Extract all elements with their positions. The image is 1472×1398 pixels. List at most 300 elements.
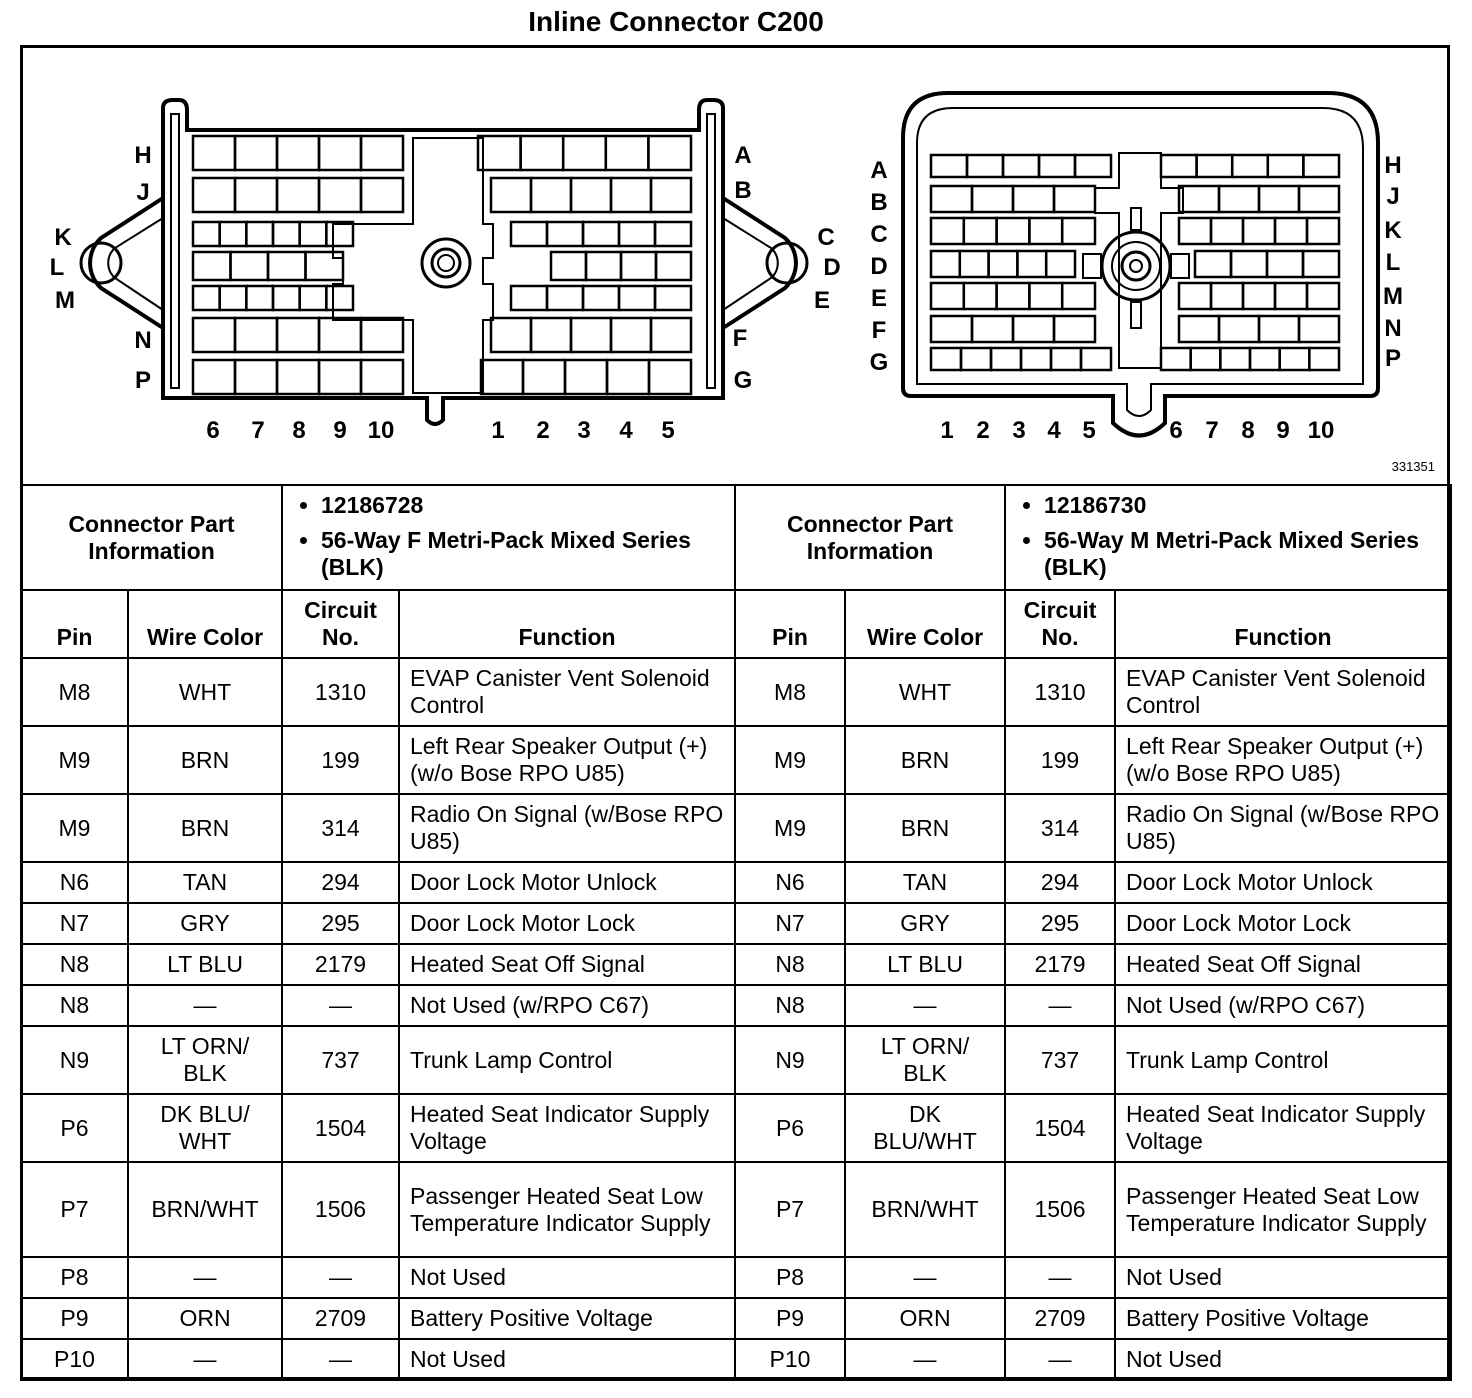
- cavity: [619, 286, 655, 310]
- cavity: [326, 222, 353, 246]
- right-conn-row-label: D: [870, 253, 888, 280]
- cavity: [651, 178, 691, 212]
- cavity: [491, 178, 531, 212]
- cavity: [1051, 348, 1081, 370]
- cavity: [611, 178, 651, 212]
- cavity: [1062, 218, 1095, 244]
- cavity: [1219, 316, 1259, 342]
- header-wire-color-right: Wire Color: [845, 590, 1005, 658]
- cavity: [1280, 348, 1310, 370]
- cavity: [1303, 155, 1339, 177]
- cavity: [997, 283, 1030, 309]
- function-cell: Trunk Lamp Control: [1115, 1026, 1451, 1094]
- function-cell: Not Used (w/RPO C67): [1115, 985, 1451, 1026]
- cavity: [621, 252, 656, 280]
- pin-cell: P10: [21, 1339, 128, 1380]
- cavity: [235, 136, 277, 170]
- left-conn-row-label: H: [134, 142, 152, 169]
- circuit-cell: 2709: [282, 1298, 399, 1339]
- cavity: [583, 286, 619, 310]
- cavity: [1309, 348, 1339, 370]
- left-conn-col-label: 7: [251, 417, 265, 444]
- cavity: [931, 316, 972, 342]
- cavity: [531, 318, 571, 352]
- pin-cell: N7: [735, 903, 845, 944]
- cavity: [193, 252, 231, 280]
- circuit-cell: 1506: [282, 1162, 399, 1257]
- pin-cell: N8: [735, 944, 845, 985]
- circuit-cell: 199: [1005, 726, 1115, 794]
- cavity: [551, 252, 586, 280]
- cavity: [931, 155, 967, 177]
- cavity: [1029, 283, 1062, 309]
- table-row: [21, 794, 1451, 862]
- right-conn-row-label: H: [1384, 152, 1402, 179]
- left-conn-col-label: 1: [491, 417, 505, 444]
- pin-cell: M9: [735, 726, 845, 794]
- pin-cell: N8: [21, 985, 128, 1026]
- header-pin-left: Pin: [21, 590, 128, 658]
- cavity: [1161, 155, 1197, 177]
- function-cell: Not Used: [1115, 1339, 1451, 1380]
- pin-cell: M8: [735, 658, 845, 726]
- cavity: [1267, 251, 1303, 277]
- cavity: [1195, 251, 1231, 277]
- pin-cell: N8: [21, 944, 128, 985]
- pin-cell: M9: [21, 794, 128, 862]
- pin-cell: P8: [735, 1257, 845, 1298]
- cavity: [1299, 186, 1339, 212]
- left-connector-face: [81, 100, 807, 424]
- cavity: [991, 348, 1021, 370]
- cavity: [1211, 218, 1243, 244]
- cavity: [931, 186, 972, 212]
- table-row: [21, 1162, 1451, 1257]
- cavity: [319, 178, 361, 212]
- right-conn-row-label: J: [1386, 183, 1400, 210]
- right-conn-col-label: 9: [1276, 417, 1290, 444]
- table-row: [21, 658, 1451, 726]
- circuit-cell: 737: [1005, 1026, 1115, 1094]
- cavity: [1075, 155, 1111, 177]
- header-pin-right: Pin: [735, 590, 845, 658]
- cavity: [478, 136, 521, 170]
- wire-color-cell: TAN: [128, 862, 282, 903]
- right-conn-row-label: E: [870, 285, 888, 312]
- right-info-values: [1005, 485, 1451, 590]
- left-conn-row-label: L: [49, 254, 65, 281]
- cavity: [1243, 283, 1275, 309]
- wire-color-cell: —: [128, 985, 282, 1026]
- right-part-description: • 56-Way M Metri-Pack Mixed Series (BLK): [1044, 527, 1440, 581]
- function-cell: Door Lock Motor Lock: [1115, 903, 1451, 944]
- cavity: [235, 178, 277, 212]
- cavity: [1220, 348, 1250, 370]
- cavity: [1219, 186, 1259, 212]
- cavity: [967, 155, 1003, 177]
- cavity: [511, 222, 547, 246]
- left-conn-row-label: B: [734, 177, 752, 204]
- cavity: [619, 222, 655, 246]
- wire-color-cell: —: [128, 1339, 282, 1380]
- header-wire-color-left: Wire Color: [128, 590, 282, 658]
- right-conn-row-label: N: [1384, 315, 1402, 342]
- cavity: [319, 318, 361, 352]
- function-cell: Battery Positive Voltage: [399, 1298, 735, 1339]
- cavity: [511, 286, 547, 310]
- wire-color-cell: GRY: [128, 903, 282, 944]
- pin-cell: P6: [21, 1094, 128, 1162]
- pin-cell: N6: [735, 862, 845, 903]
- circuit-cell: 199: [282, 726, 399, 794]
- table-row: [21, 1257, 1451, 1298]
- left-conn-row-label: G: [733, 367, 753, 394]
- cavity: [273, 286, 300, 310]
- wire-color-cell: ORN: [845, 1298, 1005, 1339]
- cavity: [326, 286, 353, 310]
- cavity: [277, 178, 319, 212]
- cavity: [1259, 186, 1299, 212]
- circuit-cell: 1506: [1005, 1162, 1115, 1257]
- cavity: [607, 360, 649, 394]
- pin-cell: N6: [21, 862, 128, 903]
- function-cell: Heated Seat Indicator Supply Voltage: [399, 1094, 735, 1162]
- cavity: [961, 348, 991, 370]
- cavity: [1211, 283, 1243, 309]
- circuit-cell: —: [282, 985, 399, 1026]
- cavity: [1029, 218, 1062, 244]
- pinout-table: [20, 484, 1452, 1381]
- cavity: [277, 318, 319, 352]
- cavity: [989, 251, 1018, 277]
- cavity: [1046, 251, 1075, 277]
- circuit-cell: 1310: [1005, 658, 1115, 726]
- wire-color-cell: GRY: [845, 903, 1005, 944]
- right-conn-col-label: 4: [1047, 417, 1061, 444]
- table-row: [21, 1339, 1451, 1380]
- right-conn-col-label: 8: [1241, 417, 1255, 444]
- left-conn-col-label: 4: [619, 417, 633, 444]
- cavity: [220, 286, 247, 310]
- cavity: [1179, 283, 1211, 309]
- cavity: [319, 360, 361, 394]
- cavity: [1307, 283, 1339, 309]
- table-row: [21, 1094, 1451, 1162]
- left-info-values: [282, 485, 735, 590]
- function-cell: Heated Seat Off Signal: [399, 944, 735, 985]
- cavity: [1062, 283, 1095, 309]
- function-cell: EVAP Canister Vent Solenoid Control: [1115, 658, 1451, 726]
- circuit-cell: —: [1005, 1257, 1115, 1298]
- right-conn-col-label: 2: [976, 417, 990, 444]
- cavity: [1021, 348, 1051, 370]
- right-conn-col-label: 3: [1012, 417, 1026, 444]
- cavity: [481, 360, 523, 394]
- cavity: [931, 218, 964, 244]
- cavity: [1039, 155, 1075, 177]
- table-row: [21, 726, 1451, 794]
- cavity: [1268, 155, 1304, 177]
- cavity: [273, 222, 300, 246]
- cavity: [655, 222, 691, 246]
- left-conn-row-label: E: [813, 287, 831, 314]
- cavity: [1275, 218, 1307, 244]
- wire-color-cell: BRN: [128, 726, 282, 794]
- cavity: [563, 136, 606, 170]
- column-header-row: [21, 590, 1451, 658]
- pin-cell: P7: [735, 1162, 845, 1257]
- cavity: [235, 318, 277, 352]
- right-conn-col-label: 7: [1205, 417, 1219, 444]
- right-conn-row-label: A: [870, 157, 888, 184]
- left-part-number: • 12186728: [321, 492, 724, 519]
- wire-color-cell: LT ORN/ BLK: [128, 1026, 282, 1094]
- table-row: [21, 985, 1451, 1026]
- cavity: [193, 222, 220, 246]
- function-cell: EVAP Canister Vent Solenoid Control: [399, 658, 735, 726]
- function-cell: Radio On Signal (w/Bose RPO U85): [1115, 794, 1451, 862]
- cavity: [649, 360, 691, 394]
- function-cell: Passenger Heated Seat Low Temperature Indicator Supply: [1115, 1162, 1451, 1257]
- cavity: [1250, 348, 1280, 370]
- cavity: [361, 136, 403, 170]
- header-function-left: Function: [399, 590, 735, 658]
- left-conn-col-label: 10: [367, 417, 395, 444]
- left-conn-col-label: 3: [577, 417, 591, 444]
- function-cell: Not Used (w/RPO C67): [399, 985, 735, 1026]
- wire-color-cell: WHT: [845, 658, 1005, 726]
- cavity: [1179, 218, 1211, 244]
- function-cell: Left Rear Speaker Output (+) (w/o Bose RPO U85): [1115, 726, 1451, 794]
- cavity: [491, 318, 531, 352]
- right-info-header: Connector Part Information: [735, 485, 1005, 590]
- left-conn-col-label: 2: [536, 417, 550, 444]
- wire-color-cell: —: [845, 985, 1005, 1026]
- cavity: [361, 360, 403, 394]
- cavity: [1232, 155, 1268, 177]
- cavity: [1243, 218, 1275, 244]
- function-cell: Passenger Heated Seat Low Temperature Indicator Supply: [399, 1162, 735, 1257]
- cavity: [1179, 316, 1219, 342]
- wire-color-cell: WHT: [128, 658, 282, 726]
- left-conn-col-label: 9: [333, 417, 347, 444]
- cavity: [220, 222, 247, 246]
- cavity: [547, 222, 583, 246]
- right-conn-row-label: F: [871, 317, 887, 344]
- circuit-cell: 314: [282, 794, 399, 862]
- cavity: [997, 218, 1030, 244]
- right-conn-row-label: C: [870, 221, 888, 248]
- right-conn-col-label: 5: [1082, 417, 1096, 444]
- circuit-cell: —: [1005, 985, 1115, 1026]
- cavity: [1191, 348, 1221, 370]
- circuit-cell: 294: [1005, 862, 1115, 903]
- cavity: [547, 286, 583, 310]
- wire-color-cell: BRN/WHT: [845, 1162, 1005, 1257]
- pin-cell: P9: [735, 1298, 845, 1339]
- left-conn-row-label: P: [134, 367, 152, 394]
- left-conn-row-label: N: [134, 327, 152, 354]
- wire-color-cell: ORN: [128, 1298, 282, 1339]
- pin-cell: N9: [735, 1026, 845, 1094]
- cavity: [193, 286, 220, 310]
- cavity: [523, 360, 565, 394]
- wire-color-cell: BRN: [845, 794, 1005, 862]
- function-cell: Not Used: [1115, 1257, 1451, 1298]
- right-connector-cavities: [931, 155, 1339, 370]
- pin-cell: M9: [735, 794, 845, 862]
- pin-cell: P6: [735, 1094, 845, 1162]
- cavity: [246, 222, 273, 246]
- pin-cell: M9: [21, 726, 128, 794]
- function-cell: Heated Seat Indicator Supply Voltage: [1115, 1094, 1451, 1162]
- cavity: [531, 178, 571, 212]
- left-connector-cavities: [193, 136, 691, 394]
- cavity: [565, 360, 607, 394]
- circuit-cell: —: [282, 1339, 399, 1380]
- cavity: [231, 252, 269, 280]
- cavity: [235, 360, 277, 394]
- function-cell: Radio On Signal (w/Bose RPO U85): [399, 794, 735, 862]
- right-conn-row-label: M: [1383, 283, 1403, 310]
- function-cell: Door Lock Motor Unlock: [1115, 862, 1451, 903]
- cavity: [521, 136, 564, 170]
- header-circuit-right: Circuit No.: [1005, 590, 1115, 658]
- cavity: [583, 222, 619, 246]
- cavity: [306, 252, 344, 280]
- right-connector-face: [903, 93, 1378, 436]
- left-conn-row-label: M: [55, 287, 75, 314]
- connector-diagram: [23, 48, 1447, 484]
- left-conn-col-label: 6: [206, 417, 220, 444]
- function-cell: Not Used: [399, 1339, 735, 1380]
- circuit-cell: 2709: [1005, 1298, 1115, 1339]
- circuit-cell: 314: [1005, 794, 1115, 862]
- wire-color-cell: DK BLU/WHT: [845, 1094, 1005, 1162]
- cavity: [1179, 186, 1219, 212]
- cavity: [1013, 316, 1054, 342]
- pin-cell: P9: [21, 1298, 128, 1339]
- circuit-cell: 1504: [282, 1094, 399, 1162]
- cavity: [655, 286, 691, 310]
- cavity: [972, 316, 1013, 342]
- right-conn-col-label: 1: [940, 417, 954, 444]
- circuit-cell: —: [1005, 1339, 1115, 1380]
- pin-cell: N7: [21, 903, 128, 944]
- connector-frame: [20, 45, 1450, 1380]
- function-cell: Door Lock Motor Unlock: [399, 862, 735, 903]
- circuit-cell: —: [282, 1257, 399, 1298]
- cavity: [1275, 283, 1307, 309]
- pin-cell: P8: [21, 1257, 128, 1298]
- cavity: [1054, 186, 1095, 212]
- cavity: [193, 318, 235, 352]
- cavity: [964, 283, 997, 309]
- cavity: [571, 318, 611, 352]
- cavity: [193, 360, 235, 394]
- left-info-header: Connector Part Information: [21, 485, 282, 590]
- table-row: [21, 944, 1451, 985]
- wire-color-cell: DK BLU/ WHT: [128, 1094, 282, 1162]
- right-conn-col-label: 10: [1307, 417, 1335, 444]
- cavity: [972, 186, 1013, 212]
- cavity: [1017, 251, 1046, 277]
- cavity: [964, 218, 997, 244]
- connector-info-row: [21, 485, 1451, 590]
- wire-color-cell: —: [128, 1257, 282, 1298]
- pin-cell: P7: [21, 1162, 128, 1257]
- right-conn-row-label: K: [1384, 217, 1402, 244]
- wire-color-cell: BRN: [845, 726, 1005, 794]
- left-conn-col-label: 5: [661, 417, 675, 444]
- cavity: [277, 136, 319, 170]
- right-conn-row-label: B: [870, 189, 888, 216]
- cavity: [571, 178, 611, 212]
- pin-cell: N9: [21, 1026, 128, 1094]
- wire-color-cell: —: [845, 1257, 1005, 1298]
- left-conn-row-label: J: [136, 179, 150, 206]
- table-row: [21, 903, 1451, 944]
- cavity: [1259, 316, 1299, 342]
- right-part-number: • 12186730: [1044, 492, 1440, 519]
- right-conn-row-label: G: [869, 349, 889, 376]
- cavity: [300, 222, 327, 246]
- left-conn-row-label: F: [732, 325, 748, 352]
- cavity: [1307, 218, 1339, 244]
- cavity: [651, 318, 691, 352]
- wire-color-cell: —: [845, 1339, 1005, 1380]
- circuit-cell: 1504: [1005, 1094, 1115, 1162]
- circuit-cell: 2179: [1005, 944, 1115, 985]
- wire-color-cell: LT BLU: [128, 944, 282, 985]
- circuit-cell: 737: [282, 1026, 399, 1094]
- circuit-cell: 2179: [282, 944, 399, 985]
- wire-color-cell: BRN/WHT: [128, 1162, 282, 1257]
- cavity: [1299, 316, 1339, 342]
- figure-number: 331351: [1391, 459, 1435, 474]
- pin-cell: P10: [735, 1339, 845, 1380]
- left-conn-col-label: 8: [292, 417, 306, 444]
- cavity: [1231, 251, 1267, 277]
- left-part-description: • 56-Way F Metri-Pack Mixed Series (BLK): [321, 527, 724, 581]
- cavity: [960, 251, 989, 277]
- header-function-right: Function: [1115, 590, 1451, 658]
- cavity: [1303, 251, 1339, 277]
- wire-color-cell: LT BLU: [845, 944, 1005, 985]
- function-cell: Heated Seat Off Signal: [1115, 944, 1451, 985]
- cavity: [300, 286, 327, 310]
- cavity: [656, 252, 691, 280]
- wire-color-cell: LT ORN/ BLK: [845, 1026, 1005, 1094]
- function-cell: Not Used: [399, 1257, 735, 1298]
- right-conn-row-label: L: [1385, 249, 1401, 276]
- cavity: [319, 136, 361, 170]
- cavity: [277, 360, 319, 394]
- cavity: [246, 286, 273, 310]
- cavity: [1081, 348, 1111, 370]
- header-circuit-left: Circuit No.: [282, 590, 399, 658]
- cavity: [1003, 155, 1039, 177]
- circuit-cell: 295: [1005, 903, 1115, 944]
- cavity: [586, 252, 621, 280]
- cavity: [193, 178, 235, 212]
- page-title: Inline Connector C200: [528, 6, 824, 37]
- cavity: [1054, 316, 1095, 342]
- right-conn-col-label: 6: [1169, 417, 1183, 444]
- cavity: [361, 318, 403, 352]
- function-cell: Left Rear Speaker Output (+) (w/o Bose RPO U85): [399, 726, 735, 794]
- wire-color-cell: BRN: [128, 794, 282, 862]
